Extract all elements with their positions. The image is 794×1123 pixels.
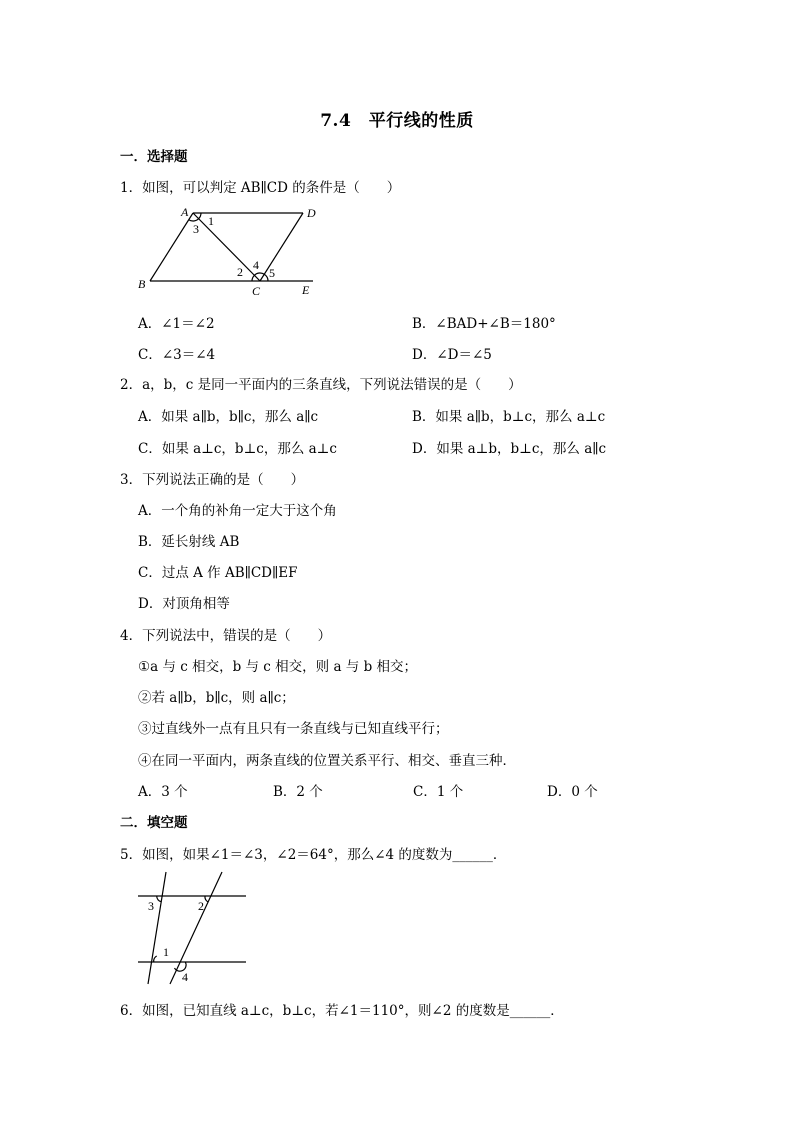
page-title: 7.4 平行线的性质: [320, 111, 474, 131]
q4-statement-1: ①a 与 c 相交，b 与 c 相交，则 a 与 b 相交；: [138, 659, 418, 675]
q4-statement-4: ④在同一平面内，两条直线的位置关系平行、相交、垂直三种．: [138, 753, 516, 769]
q4-option-d[interactable]: D．0 个: [547, 784, 598, 800]
q4-statement-3: ③过直线外一点有且只有一条直线与已知直线平行；: [138, 721, 449, 737]
q2-option-b[interactable]: B．如果 a∥b，b⊥c，那么 a⊥c: [412, 409, 606, 425]
label-angle-1: 1: [208, 214, 214, 228]
q3-option-d[interactable]: D．对顶角相等: [138, 596, 230, 612]
label-angle-4: 4: [182, 970, 188, 984]
angle-2-arc: [252, 275, 254, 281]
label-angle-5: 5: [269, 266, 275, 280]
label-angle-1: 1: [163, 945, 169, 959]
label-angle-2: 2: [237, 265, 243, 279]
angle-2-arc: [205, 896, 208, 902]
q2-option-c[interactable]: C．如果 a⊥c，b⊥c，那么 a⊥c: [138, 441, 337, 457]
line-dc: [260, 213, 303, 281]
label-angle-4: 4: [253, 258, 259, 272]
question-1-text: 1．如图，可以判定 AB∥CD 的条件是（ ）: [120, 180, 401, 196]
q3-option-c[interactable]: C．过点 A 作 AB∥CD∥EF: [138, 565, 298, 581]
label-b: B: [138, 277, 146, 291]
question-3-text: 3．下列说法正确的是（ ）: [120, 472, 305, 488]
question-5-figure: [130, 868, 255, 988]
q4-option-a[interactable]: A．3 个: [138, 784, 188, 800]
q4-option-b[interactable]: B．2 个: [273, 784, 323, 800]
line-right-transversal: [170, 872, 222, 984]
q4-statement-2: ②若 a∥b，b∥c，则 a∥c；: [138, 690, 295, 706]
q1-option-c[interactable]: C．∠3＝∠4: [138, 347, 216, 363]
label-angle-2: 2: [198, 899, 204, 913]
question-6-text: 6．如图，已知直线 a⊥c，b⊥c，若∠1＝110°，则∠2 的度数是______．: [120, 1003, 564, 1019]
question-4-text: 4．下列说法中，错误的是（ ）: [120, 628, 332, 644]
question-2-text: 2．a，b，c 是同一平面内的三条直线，下列说法错误的是（ ）: [120, 377, 522, 393]
label-d: D: [307, 206, 316, 220]
q3-option-a[interactable]: A．一个角的补角一定大于这个角: [138, 503, 337, 519]
angle-4-arc: [254, 273, 264, 275]
angle-5-arc: [264, 274, 268, 281]
q3-option-b[interactable]: B．延长射线 AB: [138, 534, 240, 550]
label-angle-3: 3: [193, 222, 199, 236]
q1-option-b[interactable]: B．∠BAD+∠B＝180°: [412, 316, 556, 332]
line-ac: [193, 213, 260, 281]
label-c: C: [252, 284, 261, 298]
q2-option-d[interactable]: D．如果 a⊥b，b⊥c，那么 a∥c: [412, 441, 607, 457]
label-e: E: [302, 283, 310, 297]
question-1-figure: [130, 200, 330, 300]
angle-1-arc: [154, 956, 157, 962]
q2-option-a[interactable]: A．如果 a∥b，b∥c，那么 a∥c: [138, 409, 319, 425]
line-ab: [150, 213, 193, 281]
label-angle-3: 3: [148, 899, 154, 913]
section-fill-heading: 二．填空题: [120, 815, 188, 831]
label-a: A: [181, 205, 189, 219]
angle-1-arc: [199, 213, 201, 219]
q1-option-d[interactable]: D．∠D＝∠5: [412, 347, 492, 363]
q1-option-a[interactable]: A．∠1＝∠2: [138, 316, 215, 332]
angle-3-arc: [189, 219, 199, 221]
q4-option-c[interactable]: C．1 个: [413, 784, 464, 800]
line-left-transversal: [148, 872, 166, 984]
question-5-text: 5．如图，如果∠1＝∠3，∠2＝64°，那么∠4 的度数为______．: [120, 847, 507, 863]
section-choice-heading: 一．选择题: [120, 149, 188, 165]
